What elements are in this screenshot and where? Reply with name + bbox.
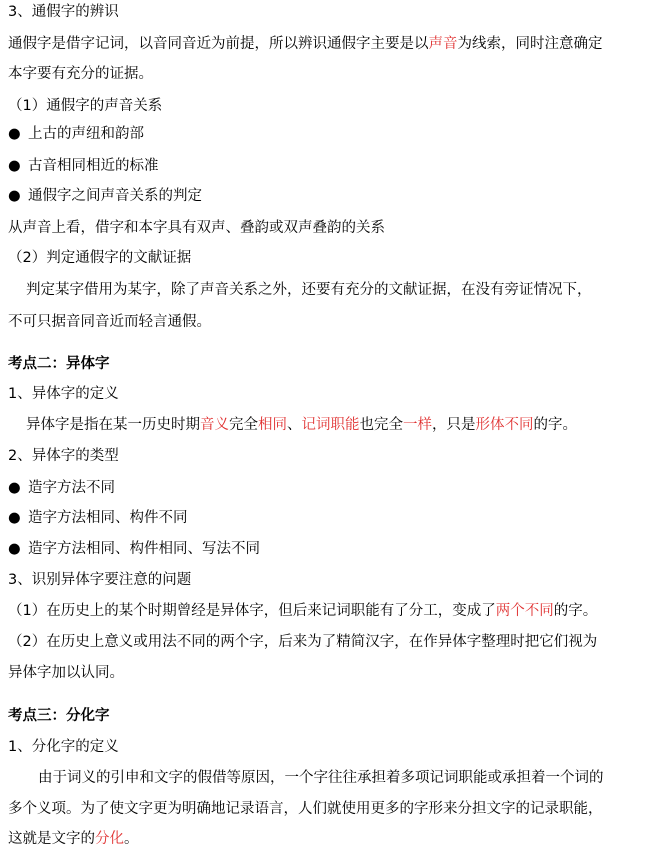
bullet-item (8, 124, 144, 144)
bullet-text: 上古的声纽和韵部 (28, 126, 144, 142)
highlight-two-different: 两个不同 (495, 603, 554, 619)
paragraph-differentiation-end (8, 829, 139, 849)
bullet-icon: ● (8, 510, 21, 526)
subheading-sound-relation: （1）通假字的声音关系 (8, 98, 163, 114)
bullet-item (8, 478, 115, 498)
bullet-icon: ● (8, 188, 21, 204)
bullet-item (8, 156, 159, 176)
text-segment: 。 (124, 831, 139, 847)
paragraph-tongjia-intro (8, 34, 603, 54)
text-segment: 、 (287, 417, 302, 433)
bullet-item (8, 539, 260, 559)
highlight-identical: 一样 (403, 417, 432, 433)
paragraph-note-2-cont: 异体字加以认同。 (8, 665, 124, 681)
bullet-text: 古音相同相近的标准 (28, 158, 159, 174)
paragraph-tongjia-intro-cont: 本字要有充分的证据。 (8, 66, 153, 82)
bullet-icon: ● (8, 541, 21, 557)
text-segment: ，只是 (432, 417, 476, 433)
bullet-text: 造字方法不同 (28, 480, 115, 496)
heading-differentiated-definition: 1、分化字的定义 (8, 739, 119, 755)
highlight-differentiation: 分化 (95, 831, 124, 847)
text-segment: 完全 (229, 417, 258, 433)
bullet-icon: ● (8, 126, 21, 142)
highlight-same: 相同 (258, 417, 287, 433)
bullet-item (8, 508, 188, 528)
paragraph-evidence: 判定某字借用为某字，除了声音关系之外，还要有充分的文献证据，在没有旁证情况下， (26, 282, 592, 298)
highlight-sound: 声音 (428, 36, 458, 52)
text-segment: 的字。 (553, 603, 598, 619)
paragraph-differentiation-cont: 多个义项。为了使文字更为明确地记录语言，人们就使用更多的字形来分担文字的记录职能， (8, 801, 603, 817)
text-segment: 这就是文字的 (8, 831, 95, 847)
paragraph-evidence-cont: 不可只据音同音近而轻言通假。 (8, 314, 211, 330)
paragraph-note-1 (8, 601, 597, 621)
text-segment: （1）在历史上的某个时期曾经是异体字，但后来记词职能有了分工，变成了 (8, 603, 496, 619)
paragraph-note-2: （2）在历史上意义或用法不同的两个字，后来为了精简汉字，在作异体字整理时把它们视为 (8, 634, 598, 650)
text-segment: 异体字是指在某一历史时期 (26, 417, 200, 433)
bullet-item (8, 186, 202, 206)
section-title-variant-chars: 考点二：异体字 (8, 356, 110, 372)
heading-identify-notes: 3、识别异体字要注意的问题 (8, 572, 192, 588)
paragraph-variant-definition (26, 415, 577, 435)
bullet-text: 通假字之间声音关系的判定 (28, 188, 202, 204)
paragraph-sound-view: 从声音上看，借字和本字具有双声、叠韵或双声叠韵的关系 (8, 220, 385, 236)
section-title-differentiated-chars: 考点三：分化字 (8, 708, 110, 724)
paragraph-differentiation: 由于词义的引申和文字的假借等原因，一个字往往承担着多项记词职能或承担着一个词的 (38, 770, 604, 786)
text-segment: 通假字是借字记词，以音同音近为前提，所以辨识通假字主要是以 (8, 36, 429, 52)
highlight-form-differs: 形体不同 (475, 417, 534, 433)
heading-variant-definition: 1、异体字的定义 (8, 386, 119, 402)
highlight-word-function: 记词职能 (301, 417, 360, 433)
text-segment: 的字。 (533, 417, 577, 433)
section-heading-tongjia-identify: 3、通假字的辨识 (8, 4, 119, 20)
text-segment: 为线索，同时注意确定 (457, 36, 603, 52)
text-segment: 也完全 (359, 417, 403, 433)
heading-variant-types: 2、异体字的类型 (8, 448, 119, 464)
bullet-text: 造字方法相同、构件相同、写法不同 (28, 541, 260, 557)
bullet-text: 造字方法相同、构件不同 (28, 510, 188, 526)
highlight-sound-meaning: 音义 (200, 417, 229, 433)
bullet-icon: ● (8, 480, 21, 496)
bullet-icon: ● (8, 158, 21, 174)
subheading-documentary-evidence: （2）判定通假字的文献证据 (8, 250, 192, 266)
